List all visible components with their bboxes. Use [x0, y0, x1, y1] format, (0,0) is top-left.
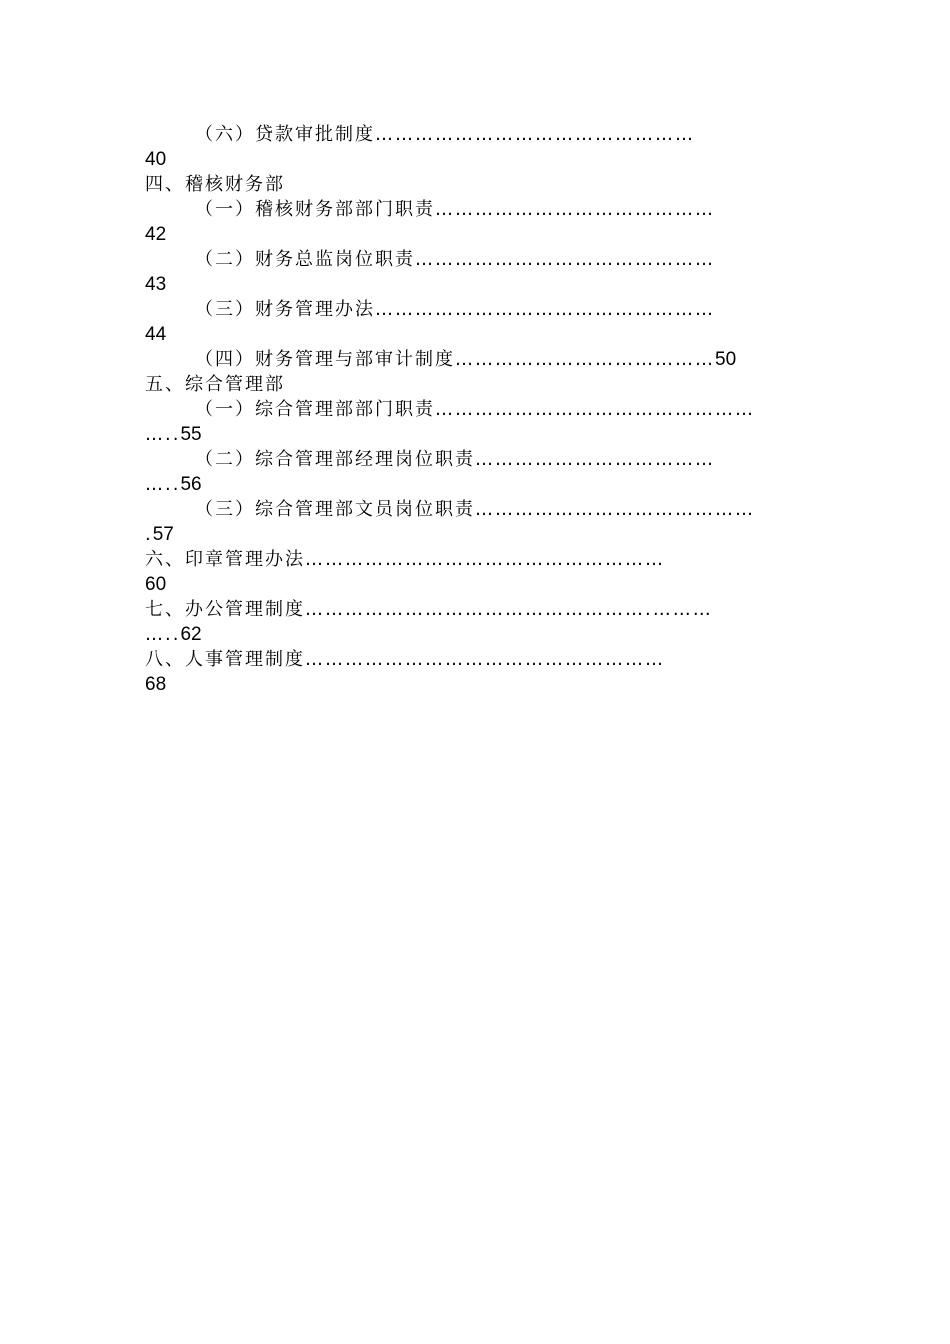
toc-page-number: 68 — [145, 674, 167, 695]
toc-entry-continuation — [145, 572, 805, 597]
toc-entry-internal-audit[interactable] — [145, 347, 805, 372]
table-of-contents — [145, 122, 805, 697]
toc-entry-text: . — [145, 524, 153, 545]
toc-entry-text: （二）综合管理部经理岗位职责……………………………… — [195, 449, 715, 470]
toc-section-seal-management[interactable] — [145, 547, 805, 572]
toc-entry-gm-clerk-duties[interactable] — [145, 497, 805, 522]
toc-entry-continuation — [145, 522, 805, 547]
toc-entry-continuation — [145, 272, 805, 297]
toc-entry-text: （二）财务总监岗位职责……………………………………… — [195, 249, 715, 270]
toc-page-number: 40 — [145, 149, 167, 170]
toc-entry-loan-approval[interactable] — [145, 122, 805, 147]
toc-entry-continuation — [145, 222, 805, 247]
toc-section-title: 四、稽核财务部 — [145, 174, 285, 195]
toc-section-title: 八、人事管理制度……………………………………………… — [145, 649, 665, 670]
toc-page-number: 60 — [145, 574, 167, 595]
toc-section-title: 五、综合管理部 — [145, 374, 285, 395]
toc-section-title: 七、办公管理制度…………………………………………….……… — [145, 599, 713, 620]
toc-page-number: 55 — [180, 424, 202, 445]
toc-entry-gm-dept-duties[interactable] — [145, 397, 805, 422]
toc-entry-text: ….. — [145, 474, 181, 495]
toc-entry-continuation — [145, 322, 805, 347]
toc-page-number: 62 — [180, 624, 202, 645]
toc-section-office-management[interactable] — [145, 597, 805, 622]
toc-page-number: 50 — [715, 349, 737, 370]
toc-entry-continuation — [145, 147, 805, 172]
toc-page-number: 42 — [145, 224, 167, 245]
toc-entry-text: （三）综合管理部文员岗位职责…………………………………… — [195, 499, 755, 520]
toc-entry-continuation — [145, 422, 805, 447]
toc-entry-continuation — [145, 672, 805, 697]
toc-entry-gm-manager-duties[interactable] — [145, 447, 805, 472]
toc-section-audit-finance[interactable] — [145, 172, 805, 197]
toc-entry-text: （一）综合管理部部门职责………………………………………… — [195, 399, 755, 420]
toc-section-general-management[interactable] — [145, 372, 805, 397]
toc-page-number: 57 — [152, 524, 174, 545]
toc-page-number: 44 — [145, 324, 167, 345]
toc-entry-text: ….. — [145, 624, 181, 645]
toc-entry-text: （一）稽核财务部部门职责…………………………………… — [195, 199, 715, 220]
toc-entry-text: ….. — [145, 424, 181, 445]
toc-entry-continuation — [145, 622, 805, 647]
toc-entry-audit-dept-duties[interactable] — [145, 197, 805, 222]
toc-entry-cfo-duties[interactable] — [145, 247, 805, 272]
toc-entry-finance-management[interactable] — [145, 297, 805, 322]
toc-entry-text: （六）贷款审批制度………………………………………… — [195, 124, 695, 145]
toc-page-number: 56 — [180, 474, 202, 495]
toc-section-hr-management[interactable] — [145, 647, 805, 672]
toc-entry-continuation — [145, 472, 805, 497]
toc-section-title: 六、印章管理办法……………………………………………… — [145, 549, 665, 570]
toc-entry-text: （四）财务管理与部审计制度………………………………… — [195, 349, 715, 370]
toc-page-number: 43 — [145, 274, 167, 295]
toc-entry-text: （三）财务管理办法…………………………………………… — [195, 299, 715, 320]
